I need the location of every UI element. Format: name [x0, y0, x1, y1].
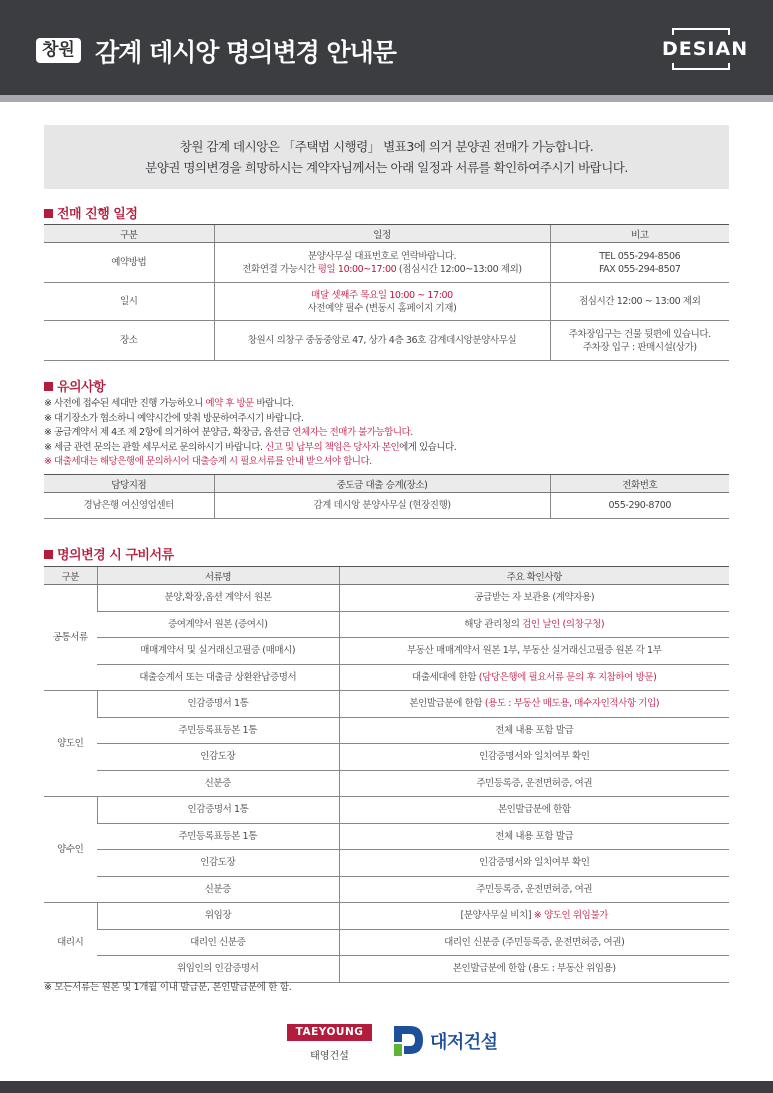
header-cell: 서류명 [97, 567, 339, 585]
text: 바랍니다. [253, 398, 294, 409]
intro-line-1: 창원 감계 데시앙은 「주택법 시행령」 별표3에 의거 분양권 전매가 가능합니다. [179, 139, 594, 154]
doc-check [339, 903, 729, 930]
doc-check [339, 664, 729, 691]
header-divider [0, 95, 773, 102]
cell-line: 주차장 입구 : 판매시설(상가) [582, 341, 697, 353]
group-label: 양수인 [44, 797, 97, 903]
taeyoung-logo-box: TAEYOUNG [287, 1024, 372, 1041]
header-cell: 구분 [44, 225, 214, 243]
section-title-text: 유의사항 [57, 380, 106, 395]
doc-check: 본인발급분에 한함 (용도 : 부동산 위임용) [339, 956, 729, 983]
header-cell: 전화번호 [550, 475, 729, 493]
highlight-text: 예약 후 방문 [205, 398, 254, 409]
highlight-text: 평일 10:00~17:00 [317, 263, 397, 275]
note-item: ※ 대기장소가 협소하니 예약시간에 맞춰 방문하여주시기 바랍니다. [44, 412, 304, 424]
table-row [44, 770, 729, 797]
caution-notes [44, 397, 734, 470]
note-item [44, 426, 734, 441]
note-cell [550, 243, 729, 283]
text: 에게 있습니다. [399, 441, 457, 453]
text: 본인발급분에 한함 [409, 698, 485, 710]
section-bullet [44, 382, 53, 391]
header-cell: 비고 [550, 225, 729, 243]
table-row [44, 283, 729, 321]
table-header-row [44, 567, 729, 585]
daejeo-logo-text: 대저건설 [430, 1032, 498, 1053]
logo-text: DESIAN [662, 38, 749, 60]
table-row [44, 611, 729, 638]
note-cell [550, 321, 729, 361]
table-row [44, 585, 729, 612]
logo-frame-bottom [672, 63, 730, 70]
intro-line-2: 분양권 명의변경을 희망하시는 계약자님께서는 아래 일정과 서류를 확인하여주시기 바랍니다. [145, 160, 628, 175]
header [0, 0, 773, 95]
header-cell: 일정 [214, 225, 550, 243]
text: (점심시간 12:00~13:00 제외) [396, 263, 522, 275]
doc-check: 주민등록증, 운전면허증, 여권 [339, 876, 729, 903]
header-cell: 담당지점 [44, 475, 214, 493]
group-label: 공통서류 [44, 585, 97, 691]
doc-check: 대리인 신분증 (주민등록증, 운전면허증, 여권) [339, 929, 729, 956]
doc-name: 주민등록표등본 1통 [97, 717, 339, 744]
header-cell: 주요 확인사항 [339, 567, 729, 585]
section-bullet [44, 209, 53, 218]
table-row [44, 717, 729, 744]
doc-check: 주민등록증, 운전면허증, 여권 [339, 770, 729, 797]
doc-check [339, 611, 729, 638]
documents-table [44, 566, 729, 983]
note-item [44, 397, 734, 412]
bank-phone: 055-290-8700 [550, 493, 729, 519]
region-badge: 창원 [36, 38, 81, 63]
header-cell: 중도금 대출 승계(장소) [214, 475, 550, 493]
table-row [44, 664, 729, 691]
highlight-text: (용도 : 부동산 매도용, 매수자인적사항 기입) [484, 698, 660, 710]
table-row [44, 850, 729, 877]
doc-name: 위임인의 인감증명서 [97, 956, 339, 983]
cell-line: 주차장입구는 건물 뒷편에 있습니다. [568, 328, 711, 340]
highlight-text: 연체자는 전매가 불가능합니다. [292, 427, 413, 438]
section-title-documents [44, 544, 174, 563]
taeyoung-logo-korean: 태영건설 [310, 1051, 349, 1062]
doc-name: 인감도장 [97, 744, 339, 771]
table-header-row [44, 225, 729, 243]
doc-name: 매매계약서 및 실거래신고필증 (매매시) [97, 638, 339, 665]
bank-branch: 경남은행 여신영업센터 [44, 493, 214, 519]
note-item [44, 441, 734, 456]
doc-check [339, 691, 729, 718]
phone-number: TEL 055-294-8506 [599, 250, 681, 262]
table-row [44, 493, 729, 519]
footer-bar [0, 1081, 773, 1093]
note-cell: 점심시간 12:00 ~ 13:00 제외 [550, 283, 729, 321]
section-title-caution [44, 376, 105, 395]
text: ※ 공급계약서 제 4조 제 2항에 의거하여 분양금, 확장금, 옵션금 [44, 427, 293, 438]
table-row [44, 638, 729, 665]
doc-check: 본인발급분에 한함 [339, 797, 729, 824]
doc-check: 공급받는 자 보관용 (계약자용) [339, 585, 729, 612]
text: 해당 관리청의 [464, 618, 523, 630]
text: [분양사무실 비치] [460, 910, 534, 922]
doc-name: 인감증명서 1통 [97, 691, 339, 718]
row-label: 장소 [44, 321, 214, 361]
group-label: 대리시 [44, 903, 97, 983]
doc-check: 인감증명서와 일치여부 확인 [339, 744, 729, 771]
highlight-text: 검인 날인 (의창구청) [522, 618, 605, 630]
schedule-cell: 창원시 의창구 중동중앙로 47, 상가 4층 36호 감계데시앙분양사무실 [214, 321, 550, 361]
table-header-row [44, 475, 729, 493]
daejeo-mark-icon [392, 1022, 426, 1058]
section-title-schedule [44, 203, 137, 222]
section-title-text: 명의변경 시 구비서류 [57, 548, 174, 563]
loan-location: 감계 데시앙 분양사무실 (현장진행) [214, 493, 550, 519]
schedule-cell [214, 283, 550, 321]
doc-name: 대출승계서 또는 대출금 상환완납증명서 [97, 664, 339, 691]
table-row [44, 876, 729, 903]
desian-logo [662, 28, 749, 72]
row-label: 일시 [44, 283, 214, 321]
table-row [44, 321, 729, 361]
cell-line [215, 263, 550, 276]
table-row [44, 823, 729, 850]
doc-check: 전체 내용 포함 발급 [339, 717, 729, 744]
highlight-text: 신고 및 납부의 책임은 당사자 본인 [265, 441, 400, 453]
fax-number: FAX 055-294-8507 [598, 263, 681, 275]
doc-check: 부동산 매매계약서 원본 1부, 부동산 실거래신고필증 원본 각 1부 [339, 638, 729, 665]
schedule-cell [214, 243, 550, 283]
highlight-text: 매달 셋째주 목요일 10:00 ~ 17:00 [311, 289, 453, 301]
table-row [44, 929, 729, 956]
doc-name: 증여계약서 원본 (증여시) [97, 611, 339, 638]
doc-name: 인감도장 [97, 850, 339, 877]
intro-box [44, 125, 729, 189]
page-title: 감계 데시앙 명의변경 안내문 [95, 38, 396, 67]
documents-footnote: ※ 모든서류는 원본 및 1개월 이내 발급분, 본인발급분에 한 함. [44, 982, 292, 993]
logo-frame-top [672, 28, 730, 35]
section-bullet [44, 550, 53, 559]
table-row [44, 691, 729, 718]
table-row [44, 744, 729, 771]
doc-name: 신분증 [97, 876, 339, 903]
row-label: 예약방법 [44, 243, 214, 283]
header-cell: 구분 [44, 567, 97, 585]
table-row [44, 797, 729, 824]
doc-check: 인감증명서와 일치여부 확인 [339, 850, 729, 877]
highlight-text: (담당은행에 필요서류 문의 후 지참하여 방문) [478, 671, 657, 683]
taeyoung-logo [287, 1024, 372, 1062]
bank-table [44, 474, 729, 519]
table-row [44, 243, 729, 283]
section-title-text: 전매 진행 일정 [57, 207, 138, 222]
highlight-text: ※ 양도인 위임불가 [533, 910, 609, 922]
doc-name: 위임장 [97, 903, 339, 930]
text: ※ 사전에 접수된 세대만 진행 가능하오니 [44, 398, 206, 409]
doc-name: 주민등록표등본 1통 [97, 823, 339, 850]
doc-name: 분양,확장,옵션 계약서 원본 [97, 585, 339, 612]
table-row [44, 903, 729, 930]
doc-name: 대리인 신분증 [97, 929, 339, 956]
schedule-table [44, 224, 729, 361]
text: ※ 세금 관련 문의는 관할 세무서로 문의하시기 바랍니다. [44, 441, 266, 453]
doc-name: 신분증 [97, 770, 339, 797]
text: 대출세대에 한함 [412, 671, 479, 683]
text: 전화연결 가능시간 [242, 263, 318, 275]
doc-name: 인감증명서 1통 [97, 797, 339, 824]
group-label: 양도인 [44, 691, 97, 797]
doc-check: 전체 내용 포함 발급 [339, 823, 729, 850]
cell-line: 사전예약 필수 (변동시 홈페이지 기재) [307, 302, 457, 314]
cell-line: 분양사무실 대표번호로 연락바랍니다. [307, 250, 457, 262]
note-item: ※ 대출세대는 해당은행에 문의하시어 대출승계 시 필요서류를 안내 받으셔야 합니다. [44, 456, 372, 467]
